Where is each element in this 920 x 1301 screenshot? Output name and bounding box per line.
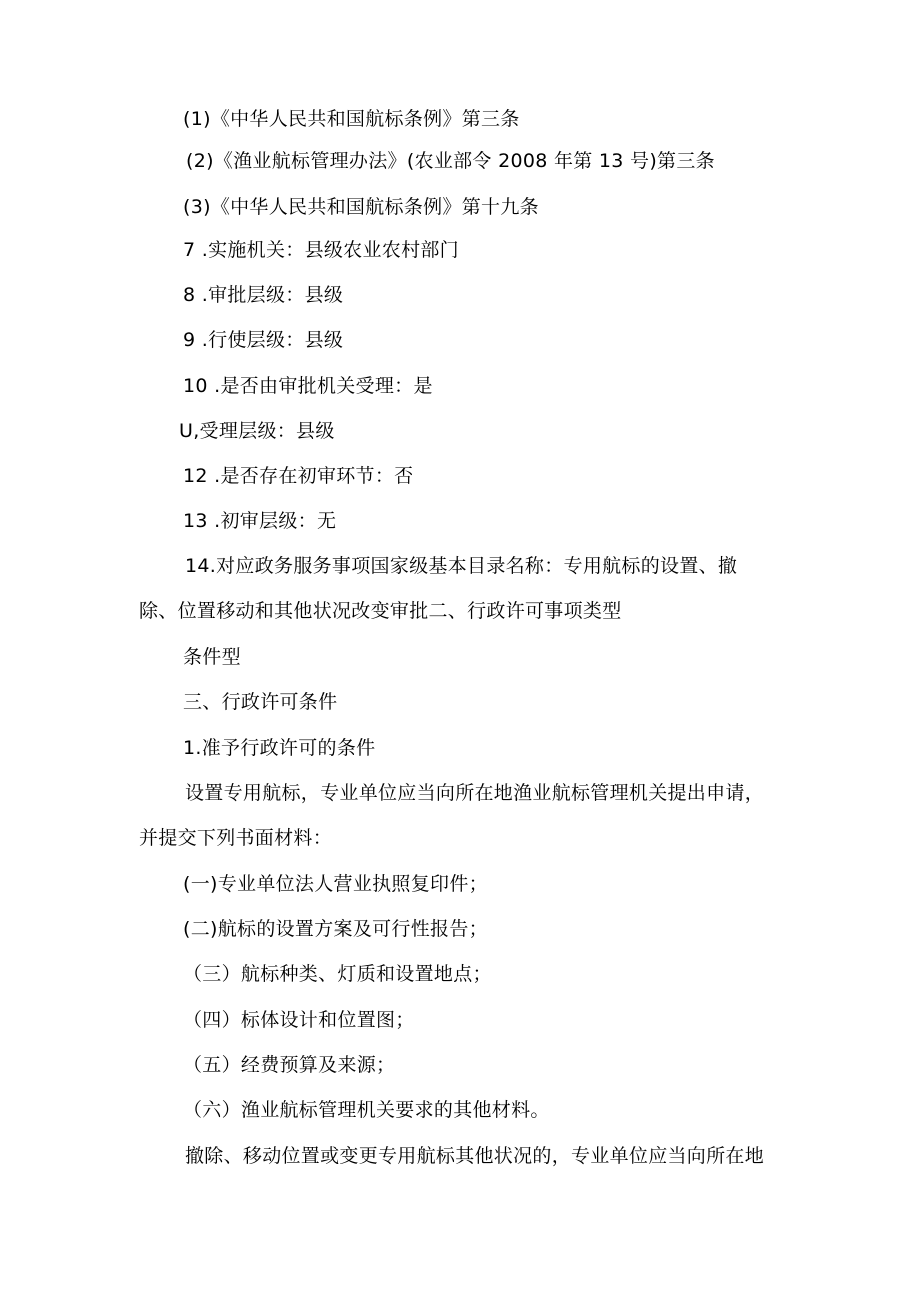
text-line-item-10: 10 .是否由审批机关受理：是: [183, 375, 433, 397]
list-item-material-3: （三）航标种类、灯质和设置地点；: [183, 963, 492, 985]
text-line-item-13: 13 .初审层级：无: [183, 510, 337, 532]
text-line-item-14-continued: 除、位置移动和其他状况改变审批二、行政许可事项类型: [139, 600, 622, 622]
list-item-material-5: （五）经费预算及来源；: [183, 1054, 396, 1076]
text-line-legal-basis-1: (1)《中华人民共和国航标条例》第三条: [183, 108, 520, 130]
text-line-legal-basis-2: (2)《渔业航标管理办法》(农业部令 2008 年第 13 号)第三条: [186, 150, 715, 172]
paragraph-setup-application-continued: 并提交下列书面材料：: [139, 827, 333, 849]
text-line-item-8: 8 .审批层级：县级: [183, 284, 344, 306]
subheading-permit-conditions: 1.准予行政许可的条件: [183, 737, 376, 759]
paragraph-setup-application: 设置专用航标，专业单位应当向所在地渔业航标管理机关提出申请，: [185, 782, 765, 804]
text-line-item-12: 12 .是否存在初审环节：否: [183, 465, 414, 487]
list-item-material-2: (二)航标的设置方案及可行性报告；: [183, 918, 488, 940]
text-line-item-14: 14.对应政务服务事项国家级基本目录名称：专用航标的设置、撤: [185, 555, 738, 577]
paragraph-removal-application: 撤除、移动位置或变更专用航标其他状况的，专业单位应当向所在地: [185, 1145, 765, 1167]
text-line-item-9: 9 .行使层级：县级: [183, 329, 344, 351]
text-line-legal-basis-3: (3)《中华人民共和国航标条例》第十九条: [183, 196, 539, 218]
text-line-permit-type: 条件型: [183, 646, 241, 668]
list-item-material-1: (一)专业单位法人营业执照复印件；: [183, 873, 488, 895]
list-item-material-4: （四）标体设计和位置图；: [183, 1009, 415, 1031]
section-heading-conditions: 三、行政许可条件: [183, 691, 338, 713]
list-item-material-6: （六）渔业航标管理机关要求的其他材料。: [183, 1099, 550, 1121]
text-line-item-7: 7 .实施机关：县级农业农村部门: [183, 239, 459, 261]
text-line-item-11: U,受理层级：县级: [179, 420, 335, 442]
